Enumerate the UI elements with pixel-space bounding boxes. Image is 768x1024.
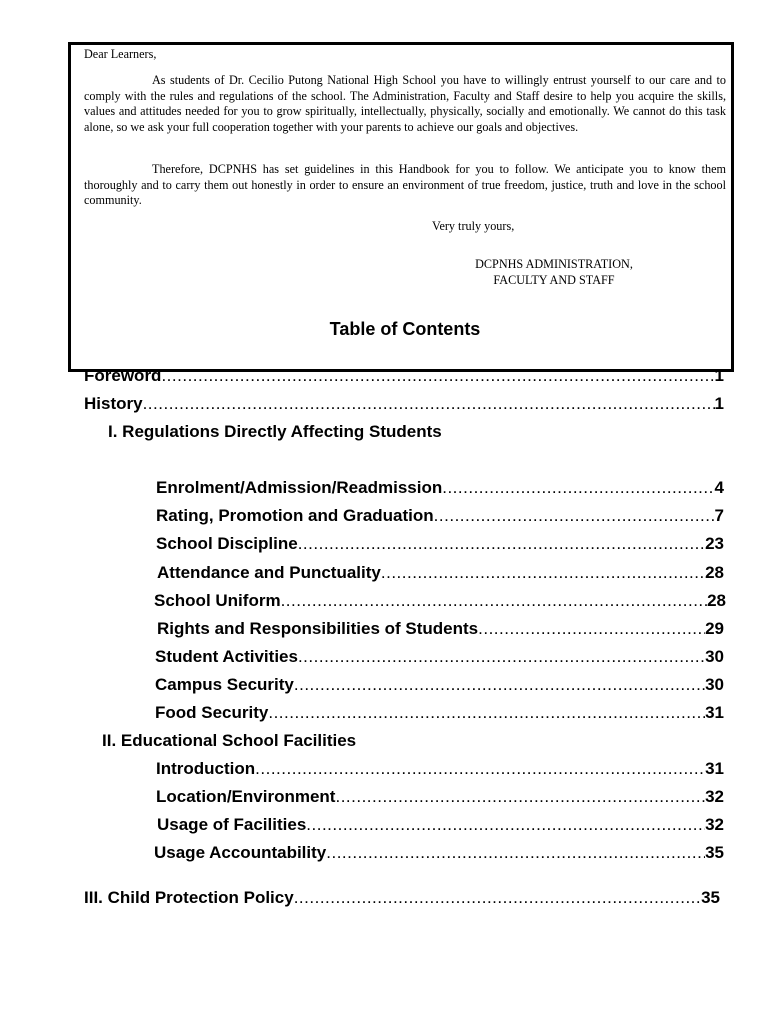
toc-leader-dots [161, 365, 714, 387]
toc-entry-activities [155, 646, 724, 668]
toc-section-2-heading: II. Educational School Facilities [102, 731, 357, 750]
toc-section-3-entry [84, 887, 720, 909]
toc-entry-campus-security [155, 674, 724, 696]
toc-entry-foreword [84, 365, 724, 387]
toc-entry-page: 4 [714, 478, 724, 497]
toc-entry-page: 30 [705, 647, 724, 666]
toc-leader-dots [478, 618, 705, 640]
toc-entry-page: 31 [705, 703, 724, 722]
toc-leader-dots [255, 758, 705, 780]
toc-entry-enrolment [156, 477, 724, 499]
toc-entry-label: Usage of Facilities [157, 815, 307, 834]
toc-leader-dots [335, 786, 705, 808]
toc-entry-label: Enrolment/Admission/Readmission [156, 478, 443, 497]
toc-entry-label: School Uniform [154, 591, 281, 610]
toc-leader-dots [143, 393, 715, 415]
letter-paragraph-1: As students of Dr. Cecilio Putong National High School you have to willingly entrust yourself to our care and to comply with the rules and regulations of the school. The Administration, Faculty and Staff desire to help you acquire the skills, values and attitudes needed for you to grow spiritually, intellectually, physically, socially and emotionally. We cannot do this task alone, so we ask your full cooperation together with your parents to achieve our goals and objectives. [84, 73, 726, 134]
toc-entry-page: 29 [705, 619, 724, 638]
toc-entry-page: 32 [705, 787, 724, 806]
toc-entry-label: Food Security [155, 703, 269, 722]
toc-entry-location [156, 786, 724, 808]
toc-entry-usage-accountability [154, 842, 724, 864]
toc-entry-page: 7 [714, 506, 724, 525]
toc-entry-label: Foreword [84, 366, 162, 385]
toc-entry-label: Introduction [156, 759, 256, 778]
signature-line-1: DCPNHS ADMINISTRATION, [475, 257, 633, 271]
toc-entry-page: 30 [705, 675, 724, 694]
toc-entry-introduction [156, 758, 724, 780]
toc-entry-history [84, 393, 724, 415]
toc-leader-dots [326, 842, 705, 864]
toc-leader-dots [281, 590, 708, 612]
toc-entry-page: 28 [707, 591, 726, 610]
toc-entry-label: Rating, Promotion and Graduation [156, 506, 434, 525]
toc-title: Table of Contents [329, 319, 481, 339]
toc-entry-food-security [155, 702, 724, 724]
toc-entry-label: Location/Environment [156, 787, 336, 806]
toc-entry-label: History [84, 394, 143, 413]
toc-leader-dots [298, 533, 705, 555]
letter-paragraph-2: Therefore, DCPNHS has set guidelines in this Handbook for you to follow. We anticipate you to know them thoroughly and to carry them out honestly in order to ensure an environment of true freedom, justice, truth and love in the school community. [84, 162, 726, 208]
toc-entry-label: Usage Accountability [154, 843, 327, 862]
toc-entry-discipline [156, 533, 724, 555]
toc-leader-dots [298, 646, 705, 668]
toc-entry-label: School Discipline [156, 534, 298, 553]
letter-closing: Very truly yours, [432, 219, 515, 233]
toc-entry-page: 31 [705, 759, 724, 778]
toc-entry-label: Rights and Responsibilities of Students [157, 619, 479, 638]
toc-entry-label: Attendance and Punctuality [157, 563, 381, 582]
toc-entry-page: 1 [714, 366, 724, 385]
toc-entry-label: Campus Security [155, 675, 294, 694]
toc-leader-dots [294, 674, 705, 696]
toc-leader-dots [381, 562, 705, 584]
toc-entry-attendance [157, 562, 724, 584]
toc-leader-dots [294, 887, 701, 909]
toc-entry-page: 35 [701, 888, 720, 907]
toc-entry-page: 23 [705, 534, 724, 553]
toc-entry-rating [156, 505, 724, 527]
toc-entry-usage-facilities [157, 814, 724, 836]
toc-leader-dots [268, 702, 705, 724]
toc-entry-label: Student Activities [155, 647, 298, 666]
toc-entry-rights [157, 618, 724, 640]
toc-entry-label: III. Child Protection Policy [84, 888, 294, 907]
toc-entry-page: 28 [705, 563, 724, 582]
toc-leader-dots [442, 477, 714, 499]
toc-entry-uniform [154, 590, 726, 612]
toc-entry-page: 35 [705, 843, 724, 862]
toc-leader-dots [434, 505, 715, 527]
toc-section-1-heading: I. Regulations Directly Affecting Students [108, 422, 442, 441]
toc-leader-dots [306, 814, 705, 836]
toc-entry-page: 32 [705, 815, 724, 834]
toc-entry-page: 1 [714, 394, 724, 413]
letter-salutation: Dear Learners, [84, 47, 157, 61]
signature-line-2: FACULTY AND STAFF [493, 273, 615, 287]
